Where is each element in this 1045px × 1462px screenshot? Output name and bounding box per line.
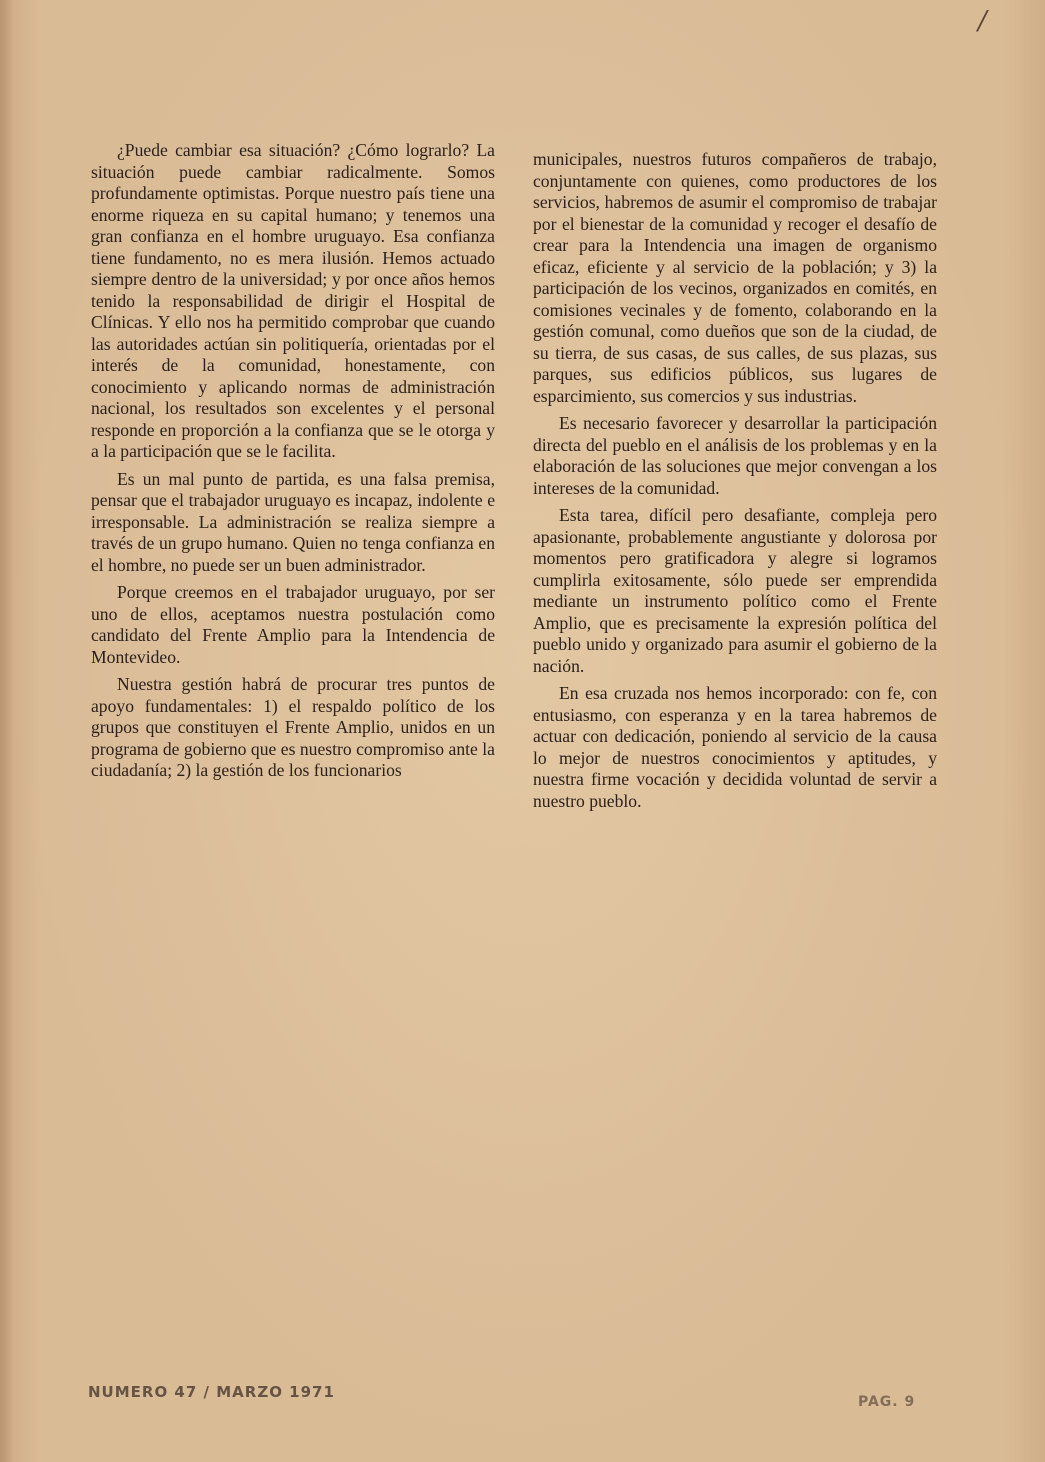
paragraph: En esa cruzada nos hemos incorporado: con fe, con entusiasmo, con esperanza y en la tarea habremos de actuar con dedicación, poniendo al servicio de la causa lo mejor de nuestros conocimientos y aptitudes, y nuestra firme vocación y decidida voluntad de servir a nuestro pueblo.	[533, 683, 937, 811]
paragraph: Esta tarea, difícil pero desafiante, compleja pero apasionante, probablemente angustiante y dolorosa por momentos pero gratificadora y alegre si logramos cumplirla exitosamente, sólo puede ser emprendida mediante un instrumento político como el Frente Amplio, que es precisamente la expresión política del pueblo unido y organizado para asumir el gobierno de la nación.	[533, 505, 937, 676]
right-column	[533, 149, 937, 818]
page-number: PAG. 9	[858, 1394, 916, 1410]
paragraph: Es necesario favorecer y desarrollar la participación directa del pueblo en el análisis de los problemas y en la elaboración de las soluciones que mejor convengan a los intereses de la comunidad.	[533, 413, 937, 498]
paragraph: Es un mal punto de partida, es una falsa premisa, pensar que el trabajador uruguayo es incapaz, indolente e irresponsable. La administración se realiza siempre a través de un grupo humano. Quien no tenga confianza en el hombre, no puede ser un buen administrador.	[91, 468, 495, 575]
left-column	[91, 140, 495, 788]
paragraph: Nuestra gestión habrá de procurar tres puntos de apoyo fundamentales: 1) el respaldo político de los grupos que constituyen el Frente Amplio, unidos en un programa de gobierno que es nuestro compromiso ante la ciudadanía; 2) la gestión de los funcionarios	[91, 674, 495, 780]
paragraph: municipales, nuestros futuros compañeros de trabajo, conjuntamente con quienes, como productores de los servicios, habremos de asumir el compromiso de trabajar por el bienestar de la comunidad y recoger el desafío de crear para la Intendencia una imagen de organismo eficaz, eficiente y al servicio de la población; y 3) la participación de los vecinos, organizados en comités, en comisiones vecinales y de fomento, colaborando en la gestión comunal, como dueños que son de la ciudad, de su tierra, de sus casas, de sus calles, de sus plazas, sus parques, sus edificios públicos, sus lugares de esparcimiento, sus comercios y sus industrias.	[533, 149, 937, 406]
corner-mark: /	[978, 6, 987, 36]
paragraph: Porque creemos en el trabajador uruguayo, por ser uno de ellos, aceptamos nuestra postulación como candidato del Frente Amplio para la Intendencia de Montevideo.	[91, 582, 495, 667]
paragraph: ¿Puede cambiar esa situación? ¿Cómo lograrlo? La situación puede cambiar radicalmente. Somos profundamente optimistas. Porque nuestro país tiene una enorme riqueza en su capital humano; y tenemos una gran confianza en el hombre uruguayo. Esa confianza tiene fundamento, no es mera ilusión. Hemos actuado siempre dentro de la universidad; y por once años hemos tenido la responsabilidad de dirigir el Hospital de Clínicas. Y ello nos ha permitido comprobar que cuando las autoridades actúan sin politiquería, orientadas por el interés de la comunidad, honestamente, con conocimiento y aplicando normas de administración nacional, los resultados son excelentes y el personal responde en proporción a la confianza que se le otorga y a la participación que se le facilita.	[91, 140, 495, 461]
issue-footer: NUMERO 47 / MARZO 1971	[88, 1383, 335, 1401]
